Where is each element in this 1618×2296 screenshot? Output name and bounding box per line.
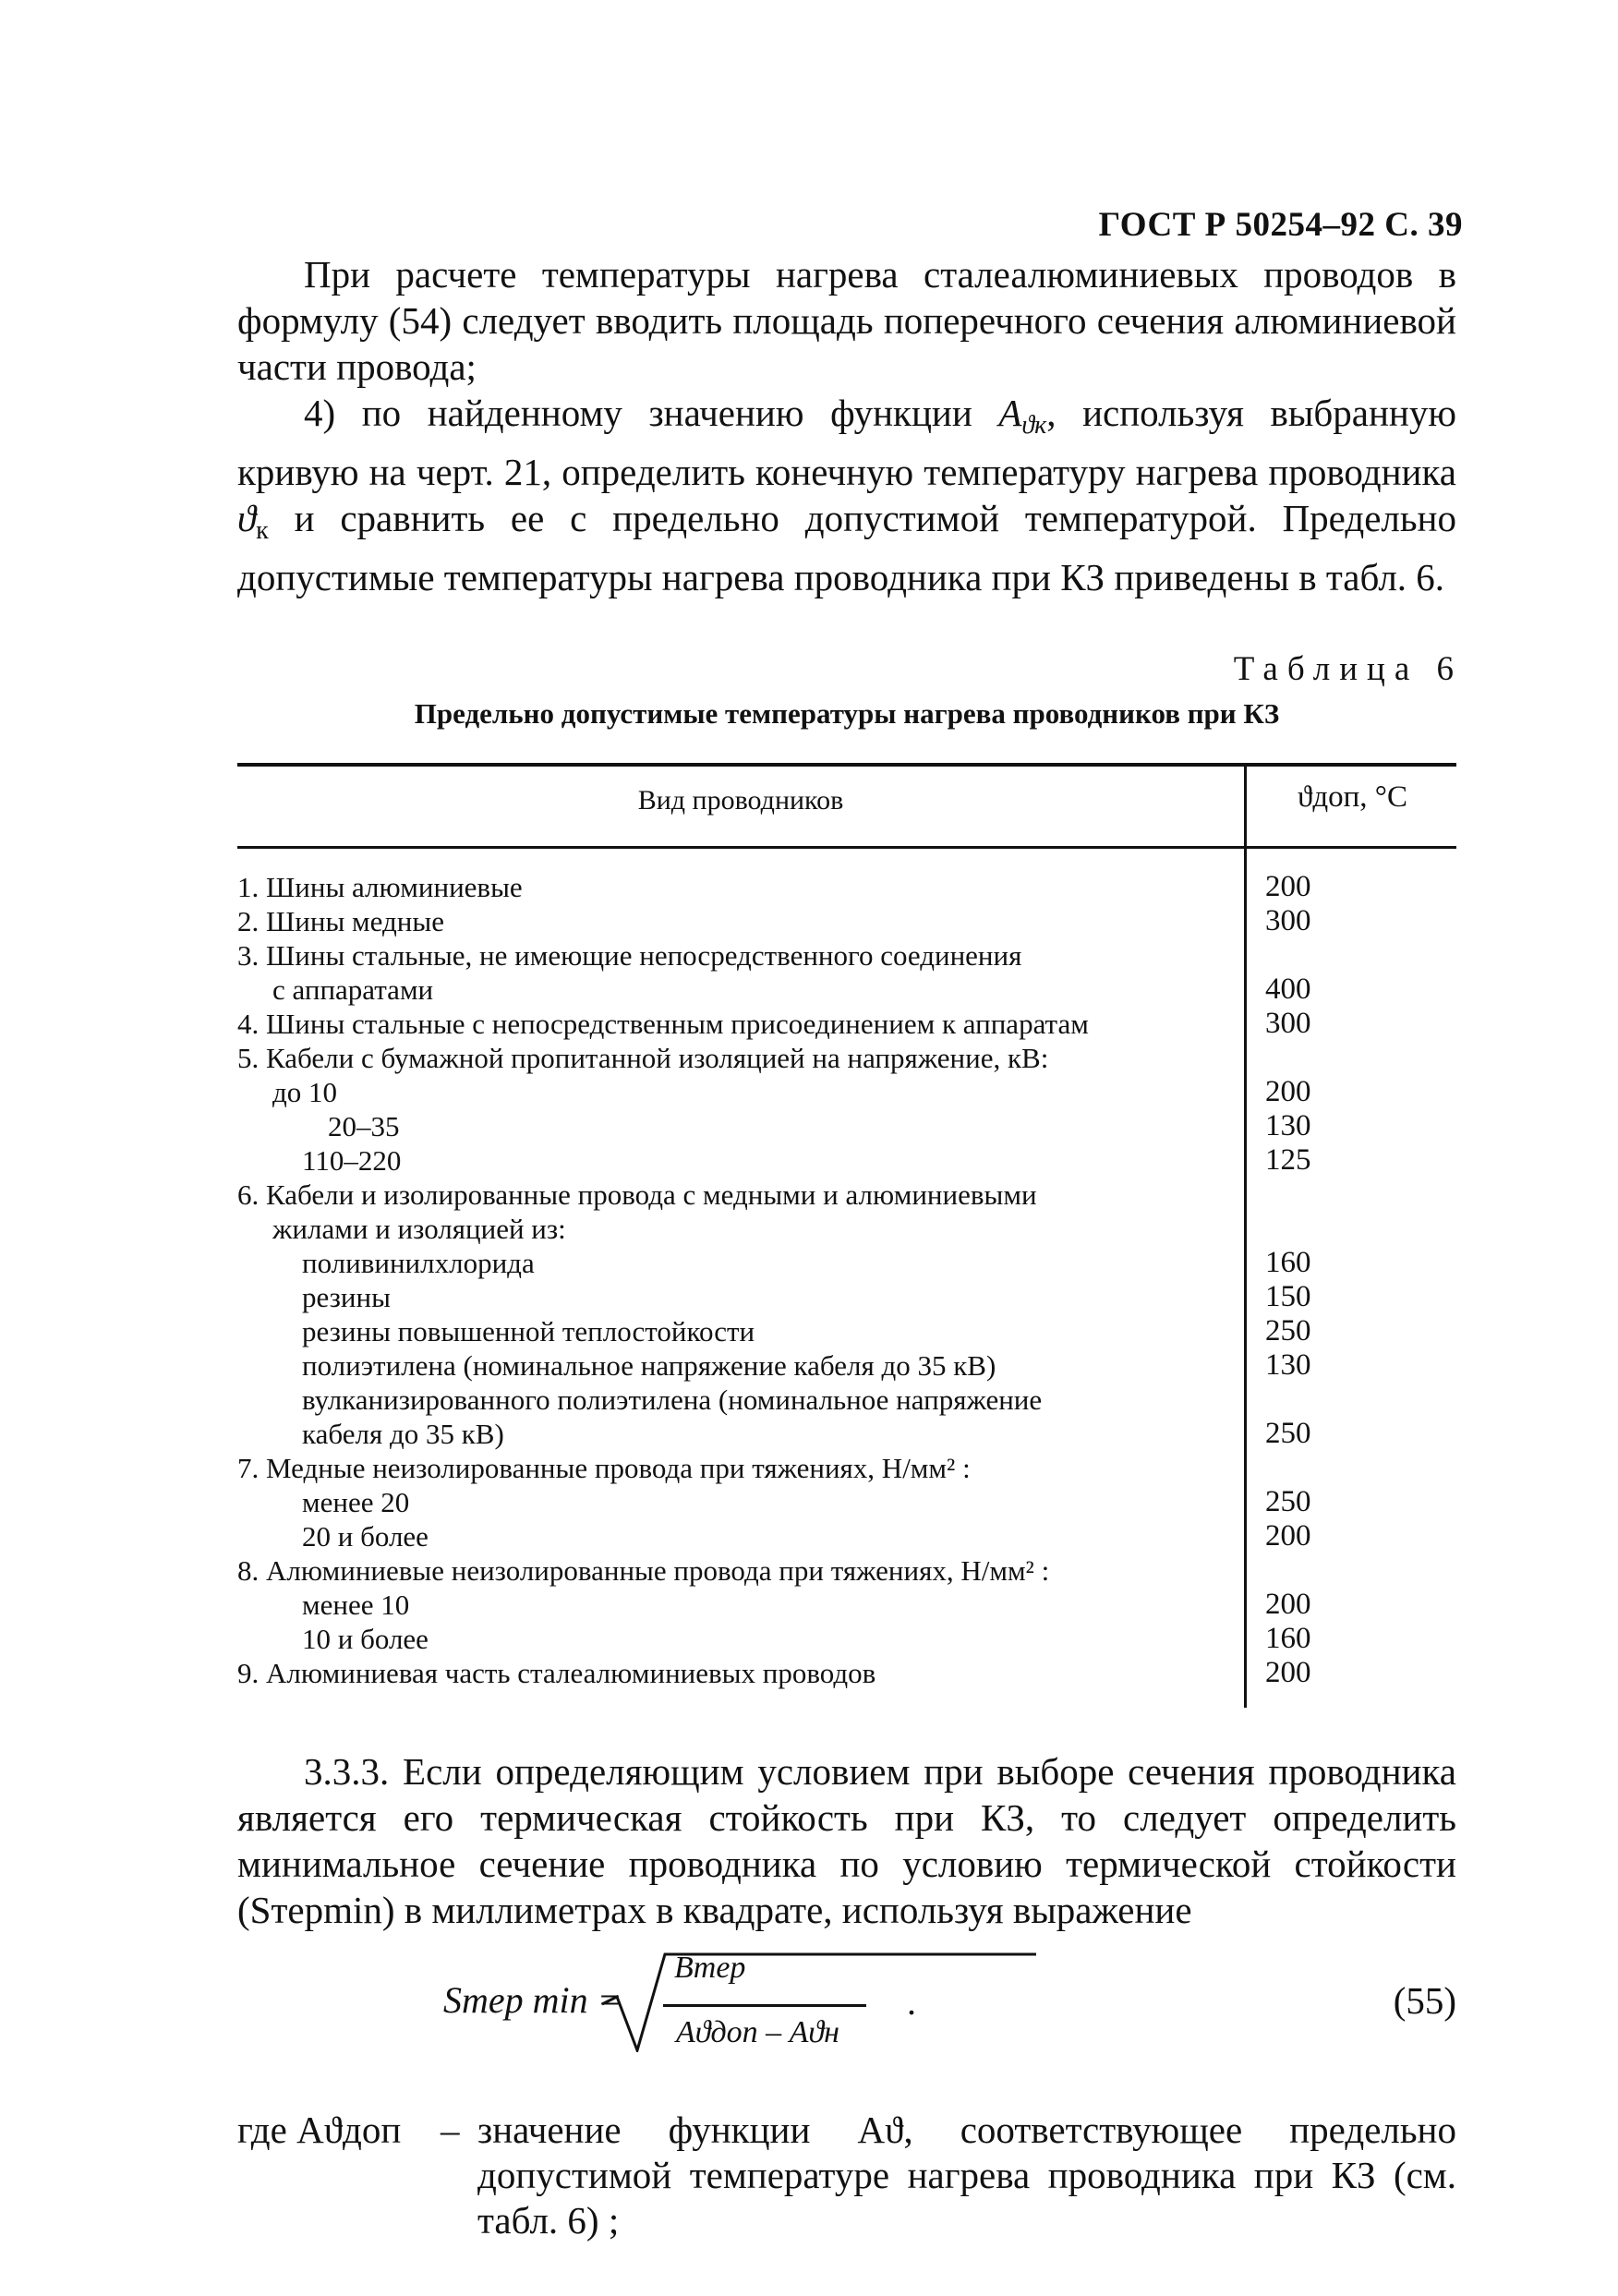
row-val: 200	[1265, 1588, 1311, 1621]
row-val: 150	[1265, 1280, 1311, 1313]
step4-function: A	[998, 392, 1022, 434]
step4-theta-sub: к	[256, 516, 269, 545]
row-val: 250	[1265, 1485, 1311, 1518]
fraction-bar	[663, 2004, 866, 2007]
table-row	[237, 1451, 1456, 1485]
table-row	[237, 1383, 1456, 1417]
row-kind: 110–220	[302, 1144, 402, 1177]
table-header-kind: Вид проводников	[637, 785, 844, 816]
row-val: 200	[1265, 1519, 1311, 1553]
formula-denominator: Aϑдоп – Aϑн	[676, 2015, 839, 2049]
formula-lhs: Sтер min =	[443, 1979, 622, 2021]
row-val: 160	[1265, 1246, 1311, 1279]
row-val: 125	[1265, 1143, 1311, 1177]
row-val: 250	[1265, 1417, 1311, 1450]
step4-function-sub: ϑк	[1021, 411, 1047, 440]
table-row	[237, 1348, 1456, 1383]
table-row	[237, 1109, 1456, 1143]
table-header-rule	[237, 846, 1456, 849]
row-kind: 9. Алюминиевая часть сталеалюминиевых проводов	[237, 1657, 876, 1689]
table-row	[237, 1178, 1456, 1212]
row-val: 200	[1265, 1656, 1311, 1689]
table-row	[237, 1588, 1456, 1622]
row-val: 130	[1265, 1109, 1311, 1142]
row-kind: 20–35	[328, 1110, 400, 1142]
table-row	[237, 1007, 1456, 1041]
row-kind: 4. Шины стальные с непосредственным присоединением к аппаратам	[237, 1008, 1089, 1040]
table-body	[237, 870, 1456, 1690]
table-caption: Таблица 6	[1233, 650, 1463, 688]
paragraph-steel-aluminium: При расчете температуры нагрева сталеалюминиевых проводов в формулу (54) следует вводить площадь поперечного сечения алюминиевой части провода;	[237, 253, 1456, 388]
row-kind: жилами и изоляцией из:	[272, 1213, 566, 1245]
table-top-rule	[237, 763, 1456, 767]
row-kind: 20 и более	[302, 1520, 429, 1553]
table-row	[237, 1212, 1456, 1246]
row-kind: вулканизированного полиэтилена (номинальное напряжение	[302, 1384, 1043, 1416]
table-header-divider	[1244, 767, 1247, 846]
row-kind: 8. Алюминиевые неизолированные провода при тяжениях, Н/мм² :	[237, 1554, 1050, 1587]
where-description: значение функции Aϑ, соответствующее предельно допустимой температуре нагрева проводника при КЗ (см. табл. 6) ;	[477, 2109, 1456, 2242]
row-val: 130	[1265, 1348, 1311, 1382]
table-row	[237, 1519, 1456, 1553]
where-term: где Aϑдоп	[237, 2109, 402, 2151]
formula-tail: .	[907, 1981, 916, 2023]
table-row	[237, 1246, 1456, 1280]
table-row	[237, 1041, 1456, 1075]
table-row	[237, 1143, 1456, 1178]
page-header: ГОСТ Р 50254–92 С. 39	[1098, 206, 1463, 244]
table-row	[237, 1485, 1456, 1519]
formula-number: (55)	[1393, 1979, 1456, 2022]
table-title: Предельно допустимые температуры нагрева проводников при КЗ	[414, 697, 1280, 730]
row-val: 400	[1265, 973, 1311, 1006]
step4-text-c: и сравнить ее с предельно допустимой температурой. Предельно допустимые температуры нагрева проводника при КЗ приведены в табл. 6.	[237, 497, 1456, 598]
table-row	[237, 1075, 1456, 1109]
row-val: 300	[1265, 904, 1311, 937]
row-val: 160	[1265, 1622, 1311, 1655]
row-kind: полиэтилена (номинальное напряжение кабеля до 35 кВ)	[302, 1349, 996, 1382]
table-row	[237, 938, 1456, 973]
row-kind: до 10	[272, 1076, 338, 1108]
row-val: 300	[1265, 1007, 1311, 1040]
table-row	[237, 1314, 1456, 1348]
paragraph-3-3-3: 3.3.3. Если определяющим условием при выборе сечения проводника является его термическая стойкость при КЗ, то следует определить минимальное сечение проводника по условию термической стойкости (Sтерmin) в миллиметрах в квадрате, используя выражение	[237, 1750, 1456, 1931]
row-kind: резины повышенной теплостойкости	[302, 1315, 755, 1347]
row-kind: 10 и более	[302, 1623, 429, 1655]
row-kind: 6. Кабели и изолированные провода с медными и алюминиевыми	[237, 1178, 1037, 1211]
step4-theta: ϑ	[237, 497, 257, 539]
step4-text-a: 4) по найденному значению функции	[304, 392, 999, 434]
row-kind: резины	[302, 1281, 391, 1313]
row-kind: поливинилхлорида	[302, 1247, 535, 1279]
row-val: 200	[1265, 870, 1311, 903]
row-kind: 2. Шины медные	[237, 905, 444, 937]
row-kind: менее 20	[302, 1486, 410, 1518]
row-val: 200	[1265, 1075, 1311, 1108]
row-kind: кабеля до 35 кВ)	[302, 1418, 504, 1450]
row-kind: с аппаратами	[272, 973, 434, 1006]
step4-text-b: , используя выбранную кривую на черт. 21, определить конечную температуру нагрева проводника	[237, 392, 1456, 493]
row-kind: 7. Медные неизолированные провода при тяжениях, Н/мм² :	[237, 1452, 971, 1484]
row-kind: 5. Кабели с бумажной пропитанной изоляцией на напряжение, кВ:	[237, 1042, 1049, 1074]
formula-numerator: Bтер	[674, 1951, 746, 1985]
table-row	[237, 1622, 1456, 1656]
row-kind: 3. Шины стальные, не имеющие непосредственного соединения	[237, 939, 1022, 972]
table-row	[237, 1656, 1456, 1690]
table-row	[237, 1417, 1456, 1451]
formula-55	[443, 1951, 1459, 2052]
row-val: 250	[1265, 1314, 1311, 1347]
table-row	[237, 870, 1456, 904]
paragraph-step-4	[237, 390, 1456, 600]
table-row	[237, 1553, 1456, 1588]
table-row	[237, 904, 1456, 938]
table-header-temp: ϑдоп, °С	[1298, 780, 1407, 814]
table-row	[237, 1280, 1456, 1314]
row-kind: менее 10	[302, 1589, 410, 1621]
row-kind: 1. Шины алюминиевые	[237, 871, 523, 903]
where-dash: –	[441, 2109, 460, 2151]
table-row	[237, 973, 1456, 1007]
